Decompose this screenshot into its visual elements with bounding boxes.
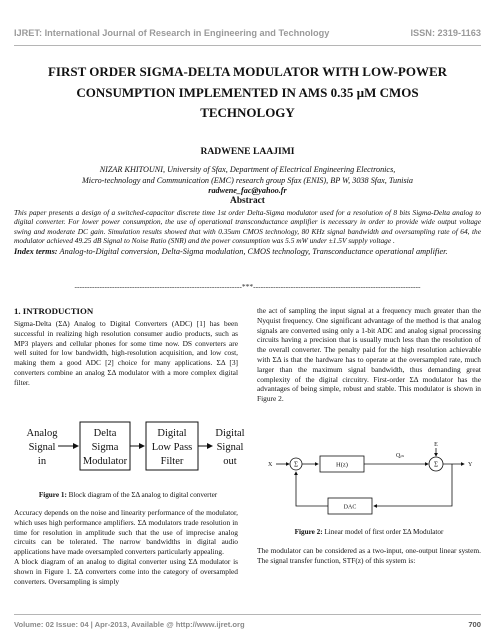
footer-volume: Volume: 02 Issue: 04 | Apr-2013, Available @ http://www.ijret.org: [14, 620, 245, 629]
title-line-1: FIRST ORDER SIGMA-DELTA MODULATOR WITH LOW-POWER: [47, 64, 448, 79]
right-column-top: [257, 306, 481, 404]
footer-rule: [14, 614, 481, 615]
index-terms-label: Index terms:: [14, 247, 58, 256]
fig1-block2-line3: Modulator: [82, 456, 128, 467]
fig1-block1-line3: in: [37, 456, 47, 467]
left-column-bottom: [14, 508, 238, 586]
fig1-block4-line3: out: [223, 456, 237, 467]
section-heading: 1. INTRODUCTION: [14, 306, 94, 316]
fig1-block1-line2: Signal: [28, 442, 56, 453]
affiliation: [14, 165, 481, 197]
figure-2-linear-model: [262, 434, 476, 520]
fig1-block3-line2: Low Pass: [151, 442, 193, 453]
index-terms: [14, 245, 481, 258]
fig1-block1-line1: Analog: [26, 428, 58, 439]
page-footer: [14, 620, 481, 632]
affiliation-line-1: NIZAR KHITOUNI, University of Sfax, Department of Electrical Engineering Electronics,: [99, 165, 396, 174]
issn: ISSN: 2319-1163: [410, 28, 481, 38]
figure-2-caption: [257, 528, 481, 536]
fig2-feedback-line-left: [296, 472, 328, 506]
fig2-sum1-symbol: Σ: [293, 460, 299, 469]
intro-paragraph-3: A block diagram of an analog to digital converter using ΣΔ modulator is shown in Figure 1. ΣΔ converters come into the category of oversampled converters. Oversampling is simply: [14, 556, 238, 586]
title-line-3: TECHNOLOGY: [200, 105, 295, 120]
figure-1-caption: [14, 491, 242, 499]
fig2-dac-label: DAC: [343, 504, 357, 511]
right-column-bottom: [257, 546, 481, 566]
section-separator: -------------------------------------------------------------------***-------------------------------------------------------------------: [74, 282, 421, 291]
author-name: RADWENE LAAJIMI: [200, 146, 295, 157]
fig1-block3-line1: Digital: [157, 428, 187, 439]
fig1-block4-line2: Signal: [216, 442, 244, 453]
paper-title: [20, 62, 475, 124]
affiliation-line-2: Micro-technology and Communication (EMC) research group Sfax (ENIS), BP W, 3038 Sfax, Tunisia: [81, 175, 414, 185]
intro-paragraph-5: The modulator can be considered as a two-input, one-output linear system. The signal transfer function, STF(z) of this system is:: [257, 546, 481, 565]
fig1-block4-line1: Digital: [215, 428, 245, 439]
figure-1-caption-label: Figure 1:: [38, 491, 67, 499]
fig2-feedback-line-right: [374, 464, 452, 506]
index-terms-text: Analog-to-Digital conversion, Delta-Sigma modulation, CMOS technology, Transconductance operational amplifier.: [59, 247, 448, 256]
figure-1-block-diagram: [22, 418, 252, 490]
fig1-block2-line1: Delta: [93, 428, 117, 439]
intro-paragraph-2: Accuracy depends on the noise and linearity performance of the modulator, which uses high performance amplifiers. ΣΔ modulators trade resolution in time for resolution in amplitude such that the use of imprecise analog circuits can be tolerated. The narrow bandwidths in digital audio applications have made oversampled converters particularly appealing.: [14, 508, 238, 557]
figure-2-caption-text: Linear model of first order ΣΔ Modulator: [324, 528, 444, 536]
fig2-input-x: X: [268, 462, 273, 468]
fig1-block3-line3: Filter: [160, 456, 184, 467]
header-rule: [14, 45, 481, 46]
abstract-heading: Abstract: [230, 196, 265, 206]
author-email: radwene_fac@yahoo.fr: [208, 186, 287, 195]
intro-paragraph-1: Sigma-Delta (ΣΔ) Analog to Digital Converters (ADC) [1] has been successful in realizing high resolution consumer audio products, such as MP3 players and cellular phones for some time now. DS converters are well suited for low bandwidth, high-resolution acquisition, and low cost, making them a good ADC [2] choice for many applications. ΣΔ [3] converters combine an analog ΣΔ modulator with a more complex digital filter.: [14, 319, 238, 387]
figure-1-caption-text: Block diagram of the ΣΔ analog to digital converter: [68, 491, 218, 499]
title-line-2: CONSUMPTION IMPLEMENTED IN AMS 0.35 µM CMOS: [76, 84, 419, 100]
figure-2-caption-label: Figure 2:: [294, 528, 323, 536]
journal-name: IJRET: International Journal of Research in Engineering and Technology: [14, 28, 330, 38]
fig2-error-e: E: [434, 442, 438, 448]
fig2-hz-label: H(z): [336, 461, 348, 469]
fig1-block2-line2: Sigma: [91, 442, 119, 453]
intro-paragraph-4: the act of sampling the input signal at a frequency much greater than the Nyquist frequency. One significant advantage of the method is that analog signals are converted using only a 1-bit ADC and analog signal processing circuits having a precision that is usually much less than the resolution of the overall converter. The penalty paid for the high resolution achievable with ΣΔ is that the hardware has to operate at the oversampled rate, much larger than the maximum signal bandwidth, thus demanding great complexity of the digital circuitry. First-order ΣΔ modulator has the advantages of being simple, robust and stable. This modulator is shown in Figure 2.: [257, 306, 481, 404]
left-column-top: [14, 319, 238, 388]
page-number: 700: [468, 620, 481, 629]
fig2-output-y: Y: [468, 462, 473, 468]
fig2-qin-label: Qᵢₙ: [396, 453, 404, 459]
abstract-text: This paper presents a design of a switched-capacitor discrete time 1st order Delta-Sigma modulator used for a resolution of 8 bits Sigma-Delta analog to digital converter. For lower power consumption, the use of operational transconductance amplifier is necessary in order to provide wide output voltage swing and moderate DC gain. Simulation results showed that with 0.35um CMOS technology, 80 KHz signal bandwidth and oversampling rate of 64, the modulator achieved 49.25 dB Signal to Noise Ratio (SNR) and the power consumption was 5.5 mW under ±1.5V supply voltage .: [14, 208, 481, 246]
fig2-sum2-symbol: Σ: [433, 460, 439, 469]
running-header: [14, 28, 481, 42]
